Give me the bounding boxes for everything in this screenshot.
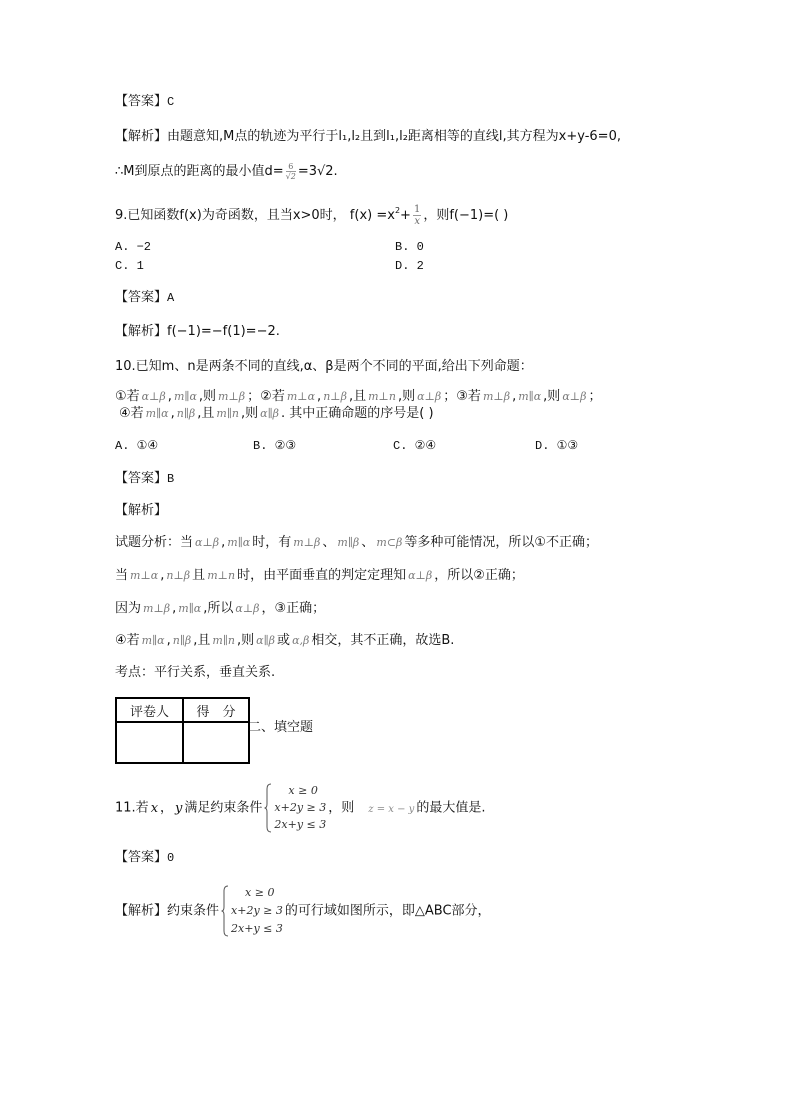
text-segment: 因为: [115, 601, 142, 616]
text-segment: ④若: [119, 406, 144, 421]
text-segment: ,且: [197, 406, 215, 421]
text-segment: ,则: [398, 389, 416, 404]
text-segment: ，③正确；: [261, 601, 326, 616]
answer-value: 0: [167, 851, 175, 865]
q9-answer: [115, 290, 174, 306]
math-segment: α⊥β: [141, 390, 166, 403]
math-segment: m⊥β: [218, 390, 246, 403]
text-segment: ,: [317, 389, 322, 404]
text-segment: 等多种可能情况，所以①不正确；: [404, 535, 598, 550]
q8-conclusion: [115, 162, 338, 181]
grader-table: [115, 697, 250, 764]
left-brace-icon: [264, 783, 272, 833]
text-segment: ,且: [348, 389, 367, 404]
section-heading: 二、填空题: [248, 720, 314, 735]
text-segment: . 其中正确命题的序号是( ): [281, 406, 434, 421]
text-segment: ，所以②正确；: [434, 568, 524, 583]
math-segment: n∥β: [176, 407, 196, 420]
constraint-system: [264, 783, 326, 833]
grader-header-score: 得 分: [183, 698, 249, 722]
math-segment: α,β: [292, 634, 310, 647]
then-text: ，则: [328, 800, 355, 816]
analysis-text: 由题意知,M点的轨迹为平行于l₁,l₂且到l₁,l₂距离相等的直线l,其方程为x+y-6=0,: [167, 129, 621, 144]
math-segment: m⊥n: [207, 569, 236, 582]
answer-value: A: [167, 291, 175, 305]
q10-option-b: B. ②③: [253, 439, 297, 453]
plus-sign: +: [400, 208, 411, 223]
math-segment: m⊥β: [482, 390, 511, 403]
variable-x: x: [150, 800, 159, 816]
q10-answer: [115, 471, 174, 487]
stem-suffix: 的最大值是.: [416, 800, 486, 816]
text-segment: ,则: [198, 389, 217, 404]
math-segment: α⊥β: [562, 390, 587, 403]
math-segment: m⊥β: [143, 602, 171, 615]
q9-stem: [115, 203, 508, 227]
grader-header-reviewer: 评卷人: [116, 698, 183, 722]
answer-value: C: [167, 95, 175, 109]
constraint-rows: [272, 783, 326, 833]
analysis-prefix: 约束条件: [167, 903, 220, 919]
text-segment: 试题分析：当: [115, 535, 194, 550]
fraction-numerator: 6: [286, 162, 296, 172]
q10-analysis-label: 【解析】: [115, 503, 168, 518]
math-segment: m∥α: [178, 602, 202, 615]
math-segment: m⊥α: [286, 390, 316, 403]
q10-analysis-line2: [115, 568, 524, 584]
text-segment: ,: [512, 389, 517, 404]
q8-analysis: [115, 129, 621, 145]
math-segment: m⊥β: [293, 536, 321, 549]
analysis-label: 【解析】: [115, 129, 168, 144]
q11-answer: [115, 850, 174, 866]
math-segment: α⊥β: [417, 390, 442, 403]
q9-option-d: D. 2: [395, 259, 424, 273]
q10-stem: 10.已知m、n是两条不同的直线,α、β是两个不同的平面,给出下列命题：: [115, 359, 533, 374]
q11-stem: [115, 783, 485, 835]
analysis-label: 【解析】: [115, 324, 168, 339]
text-segment: ；③若: [443, 389, 481, 404]
math-segment: α⊥β: [195, 536, 220, 549]
text-segment: 相交，其不正确，故选B.: [311, 633, 455, 648]
text-segment: ,: [160, 568, 165, 583]
text-segment: ,: [221, 535, 226, 550]
answer-label: 【答案】: [115, 94, 168, 109]
math-segment: m∥β: [337, 536, 360, 549]
comma: ，: [160, 800, 174, 816]
constraint-2: x+2y ≥ 3: [274, 801, 327, 814]
stem-prefix: 9.已知函数f(x)为奇函数，且当x>0时， f(x) =x: [115, 208, 395, 223]
text-segment: 时，由平面垂直的判定定理知: [237, 568, 407, 583]
math-segment: m∥α: [227, 536, 251, 549]
stem-prefix: 11.若: [115, 800, 149, 816]
math-segment: α∥β: [260, 407, 280, 420]
text-segment: ,: [172, 601, 177, 616]
q10-propositions-line1: [115, 389, 601, 405]
math-segment: m⊥α: [130, 569, 159, 582]
q9-analysis: [115, 324, 280, 340]
conclusion-suffix: =3√2.: [297, 164, 338, 179]
fraction-denominator: x: [414, 216, 420, 227]
answer-label: 【答案】: [115, 290, 168, 305]
text-segment: ,: [170, 406, 175, 421]
math-segment: m∥α: [145, 407, 169, 420]
math-segment: m⊂β: [376, 536, 403, 549]
math-segment: m∥α: [141, 634, 165, 647]
grader-table-header-row: [116, 698, 249, 722]
constraint-rows: [229, 885, 283, 937]
math-segment: n∥β: [172, 634, 192, 647]
text-segment: ①若: [115, 389, 140, 404]
text-segment: ；②若: [247, 389, 285, 404]
q9-option-c: C. 1: [115, 259, 144, 273]
math-segment: n⊥β: [323, 390, 347, 403]
answer-label: 【答案】: [115, 471, 168, 486]
q10-option-a: A. ①④: [115, 439, 159, 453]
constraint-1: x ≥ 0: [245, 886, 275, 899]
fraction: [286, 162, 296, 181]
math-segment: m⊥n: [368, 390, 396, 403]
analysis-label: 【解析】: [115, 903, 168, 919]
fraction-denominator: √2: [285, 172, 296, 181]
answer-value: B: [167, 472, 175, 486]
math-segment: m∥α: [173, 390, 197, 403]
grader-cell-score: [183, 722, 249, 763]
q10-analysis-line3: [115, 601, 325, 617]
conclusion-prefix: ∴M到原点的距离的最小值d=: [115, 164, 284, 179]
q10-option-c: C. ②④: [393, 439, 437, 453]
constraint-3: 2x+y ≤ 3: [231, 922, 283, 935]
math-segment: m∥α: [518, 390, 542, 403]
analysis-suffix: 的可行域如图所示，即△ABC部分，: [284, 903, 491, 919]
q10-analysis-line1: [115, 535, 598, 551]
text-segment: 或: [277, 633, 291, 648]
grader-table-body-row: [116, 722, 249, 763]
stem-suffix: ，则f(−1)=( ): [423, 208, 509, 223]
text-segment: ,所以: [203, 601, 234, 616]
left-brace-icon: [221, 885, 229, 937]
text-segment: 当: [115, 568, 129, 583]
text-segment: ,则: [237, 633, 255, 648]
answer-label: 【答案】: [115, 850, 168, 865]
text-segment: ,则: [543, 389, 561, 404]
math-segment: m∥n: [216, 407, 240, 420]
constraint-system: [221, 885, 283, 937]
q10-option-d: D. ①③: [535, 439, 579, 453]
fraction: [413, 204, 421, 227]
constraint-1: x ≥ 0: [288, 784, 318, 797]
text-segment: ,且: [193, 633, 211, 648]
text-segment: 、: [322, 535, 336, 550]
analysis-text: f(−1)=−f(1)=−2.: [167, 324, 280, 339]
objective-function: z = x − y: [368, 803, 415, 815]
text-segment: 时，有: [252, 535, 292, 550]
math-segment: n⊥β: [166, 569, 191, 582]
q11-analysis: [115, 885, 491, 938]
exponent: 2: [394, 206, 401, 215]
text-segment: ,则: [241, 406, 259, 421]
text-segment: ；: [588, 389, 602, 404]
text-segment: ④若: [115, 633, 140, 648]
text-segment: 、: [361, 535, 375, 550]
q10-propositions-line2: [119, 406, 434, 422]
text-segment: 且: [192, 568, 206, 583]
q10-key-points: 考点：平行关系，垂直关系.: [115, 665, 276, 680]
grader-cell-reviewer: [116, 722, 183, 763]
math-segment: α⊥β: [235, 602, 260, 615]
q8-answer: [115, 94, 174, 110]
stem-mid: 满足约束条件: [184, 800, 263, 816]
text-segment: ,: [167, 389, 172, 404]
math-segment: m∥n: [212, 634, 236, 647]
q9-option-b: B. 0: [395, 240, 424, 254]
variable-y: y: [175, 800, 183, 816]
q9-option-a: A. −2: [115, 240, 152, 254]
text-segment: ,: [166, 633, 171, 648]
constraint-2: x+2y ≥ 3: [231, 904, 283, 917]
constraint-3: 2x+y ≤ 3: [274, 818, 327, 831]
q10-analysis-line4: [115, 633, 454, 649]
math-segment: α⊥β: [408, 569, 433, 582]
math-segment: α∥β: [256, 634, 276, 647]
fraction-numerator: 1: [413, 204, 421, 215]
